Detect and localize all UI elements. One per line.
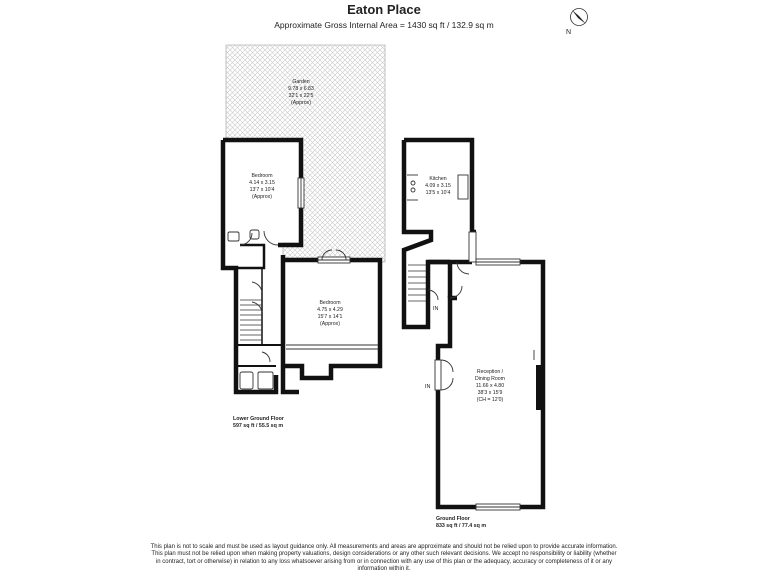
- ground-floor-name: Ground Floor: [436, 516, 470, 522]
- bedroom2-imperial: 15'7 x 14'1: [317, 314, 343, 320]
- kitchen-metric: 4.09 x 3.15: [425, 183, 451, 189]
- plan-title: Eaton Place: [347, 2, 421, 17]
- garden-area: [226, 45, 385, 262]
- garden-metric: 9.78 x 6.83: [288, 86, 314, 92]
- entrance-marker-lower: IN: [425, 384, 431, 390]
- reception-ceiling: (CH = 12'0): [476, 397, 504, 403]
- ground-floor-area: 833 sq ft / 77.4 sq m: [436, 523, 487, 529]
- bedroom2-metric: 4.75 x 4.29: [317, 307, 343, 313]
- reception-name: Reception /: [476, 369, 504, 375]
- entrance-marker-upper: IN: [433, 306, 439, 312]
- bedroom2-name: Bedroom: [319, 300, 341, 306]
- reception-metric: 11.66 x 4.80: [475, 383, 505, 389]
- kitchen-imperial: 13'5 x 10'4: [425, 190, 451, 196]
- bedroom1-imperial: 13'7 x 10'4: [249, 187, 275, 193]
- garden-note: (Approx): [291, 100, 311, 106]
- gross-area-subtitle: Approximate Gross Internal Area = 1430 sq ft / 132.9 sq m: [274, 20, 494, 30]
- disclaimer-text: This plan is not to scale and must be used as layout guidance only. All measurements and areas are approximate and should not be relied upon to provide accurate information. This plan must not be relied upon when making property valuations, design considerations or any other such relevant decisions. We accept no responsibility or liability (whether in contract, tort or otherwise) in relation to any loss whatsoever arising from or in connection with any use of this plan or the adequacy, accuracy or completeness of it or any information within it.: [150, 544, 618, 573]
- bedroom1-note: (Approx): [252, 194, 272, 200]
- bedroom1-name: Bedroom: [251, 173, 273, 179]
- bedroom1-metric: 4.14 x 3.15: [249, 180, 275, 186]
- reception-imperial: 38'3 x 15'9: [477, 390, 503, 396]
- fireplace: [536, 365, 542, 410]
- lower-floor-area: 597 sq ft / 55.5 sq m: [233, 423, 284, 429]
- garden-imperial: 32'1 x 22'5: [288, 93, 314, 99]
- kitchen-name: Kitchen: [429, 176, 447, 182]
- ground-stairs: [408, 265, 426, 301]
- compass-north-label: N: [566, 29, 572, 35]
- reception-name-2: Dining Room: [475, 376, 505, 382]
- lower-floor-name: Lower Ground Floor: [233, 416, 284, 422]
- garden-name: Garden: [292, 79, 310, 85]
- bedroom2-note: (Approx): [320, 321, 340, 327]
